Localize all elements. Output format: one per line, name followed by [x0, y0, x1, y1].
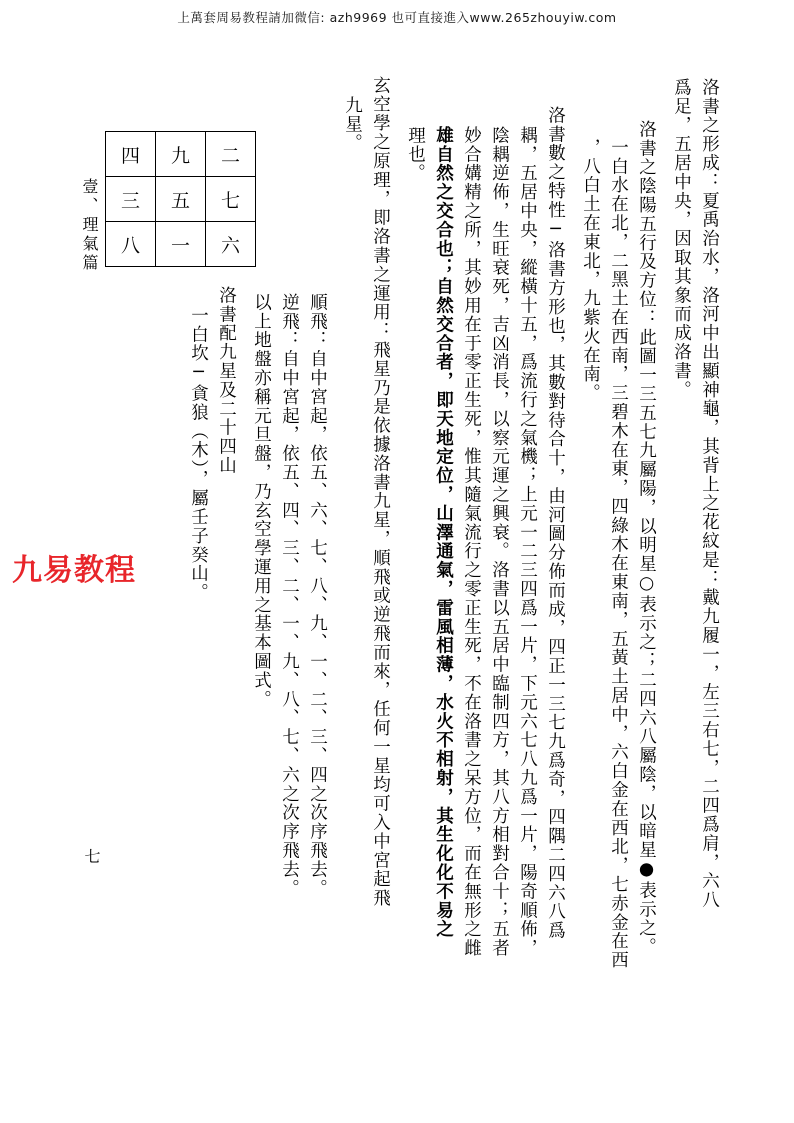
watermark-logo-text: 九易教程 [12, 553, 136, 588]
sub-paragraph-shunfei: 順飛：自中宮起，依五、六、七、八、九、一、二、三、四之次序飛去。 [307, 293, 328, 898]
paragraph-4-line-2: 九星。 [342, 96, 363, 153]
paragraph-4-line-1: 玄空學之原理，即洛書之運用：飛星乃是依據洛書九星，順飛或逆飛而來，任何一星均可入中宮起飛 [370, 76, 391, 908]
paragraph-1-line-2: 爲足，五居中央，因取其象而成洛書。 [671, 78, 692, 400]
page-number: 七 [82, 848, 101, 864]
paragraph-3-line-1: 洛書數之特性─洛書方形也，其數對待合十，由河圖分佈而成，四正一三七九爲奇，四隅二四六八爲 [545, 106, 566, 941]
luoshu-cell-0-2: 二 [206, 132, 256, 177]
paragraph-5-line-1: 洛書配九星及二十四山 [216, 286, 237, 475]
luoshu-cell-1-0: 三 [106, 177, 156, 222]
paragraph-3-line-2: 耦，五居中央，縱橫十五，爲流行之氣機；上元一二三四爲一片，下元六七八九爲一片，陽奇順佈， [517, 126, 538, 958]
luoshu-cell-1-1: 五 [156, 177, 206, 222]
luoshu-cell-0-1: 九 [156, 132, 206, 177]
document-page [0, 48, 794, 1068]
table-row [106, 177, 256, 222]
paragraph-2-line-1: 洛書之陰陽五行及方位：此圖一三五七九屬陽，以明星○表示之；二四六八屬陰，以暗星●表示之。 [636, 120, 657, 957]
paragraph-5-line-2: 一白坎─貪狼（木），屬壬子癸山。 [188, 306, 209, 603]
sub-paragraph-dipan: 以上地盤亦稱元旦盤，乃玄空學運用之基本圖式。 [251, 293, 272, 709]
paragraph-3-line-4: 妙合媾精之所，其妙用在于零正生死，惟其隨氣流行之零正生死，不在洛書之呆方位，而在無形之雌 [461, 126, 482, 958]
paragraph-3-line-6: 理也。 [405, 126, 426, 183]
table-row [106, 132, 256, 177]
luoshu-cell-2-2: 六 [206, 222, 256, 267]
luoshu-cell-2-0: 八 [106, 222, 156, 267]
paragraph-3-line-5: 雄自然之交合也；自然交合者，即天地定位，山澤通氣，雷風相薄，水火不相射，其生化化不易之 [433, 126, 454, 939]
luoshu-cell-0-0: 四 [106, 132, 156, 177]
sub-paragraph-nifei: 逆飛：自中宮起，依五、四、三、二、一、九、八、七、六之次序飛去。 [279, 293, 300, 898]
luoshu-magic-square-table [105, 131, 256, 267]
paragraph-3-line-3: 陰耦逆佈，生旺衰死，吉凶消長，以察元運之興衰。洛書以五居中臨制四方，其八方相對合十；五者 [489, 126, 510, 958]
header-promo-text: 上萬套周易教程請加微信: azh9969 也可直接進入www.265zhouyiw.com [177, 10, 617, 25]
paragraph-2-line-2: 一白水在北，二黑土在西南，三碧木在東，四綠木在東南，五黃土居中，六白金在西北，七赤金在西 [608, 138, 629, 970]
paragraph-1-line-1: 洛書之形成：夏禹治水，洛河中出顯神龜，其背上之花紋是：戴九履一，左三右七，二四爲肩，六八 [699, 78, 720, 910]
luoshu-cell-2-1: 一 [156, 222, 206, 267]
luoshu-cell-1-2: 七 [206, 177, 256, 222]
table-row [106, 222, 256, 267]
section-title: 壹、理氣篇 [80, 178, 99, 273]
paragraph-2-line-3: ，八白土在東北，九紫火在南。 [580, 138, 601, 403]
